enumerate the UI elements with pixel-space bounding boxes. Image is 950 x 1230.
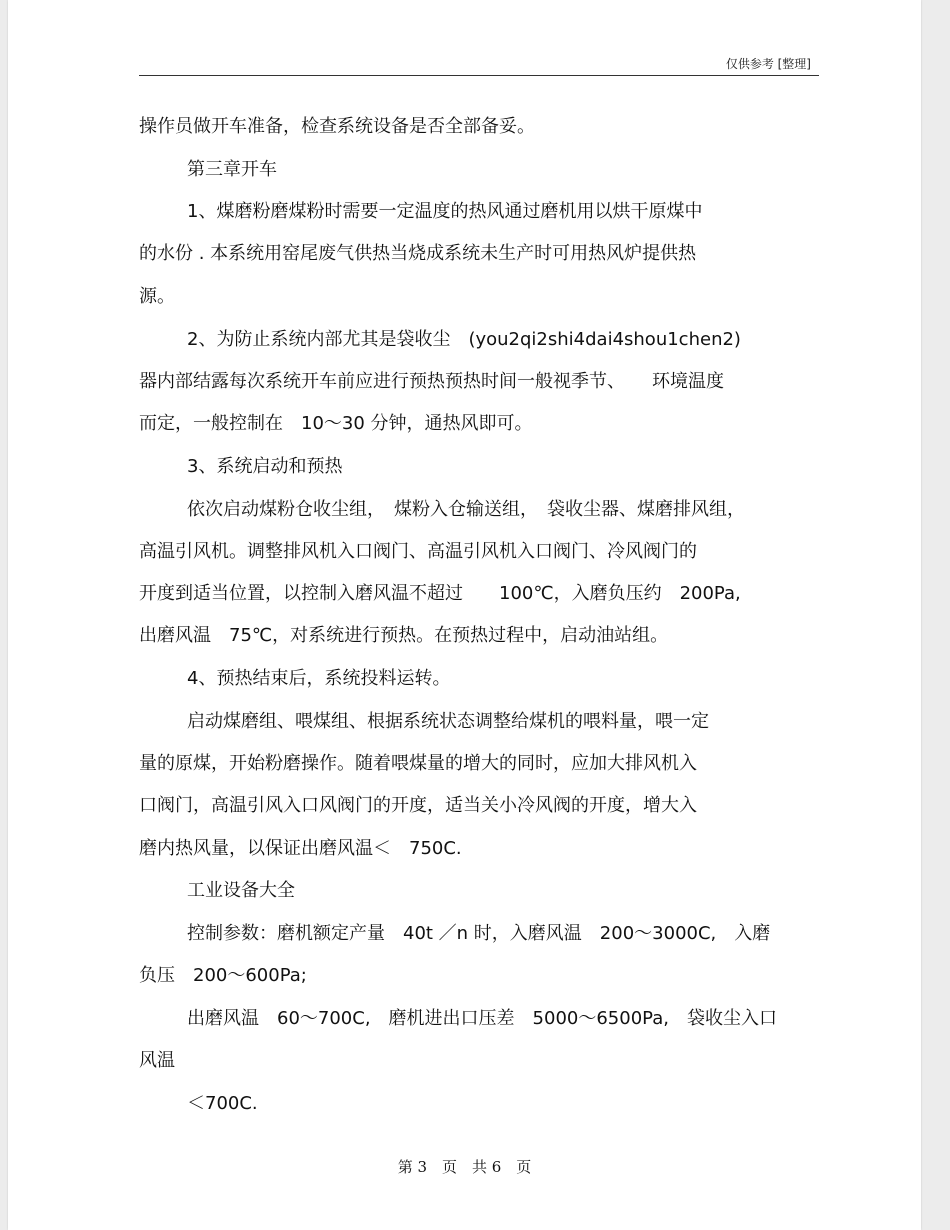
body-line: 启动煤磨组、喂煤组、根据系统状态调整给煤机的喂料量，喂一定 [187, 711, 709, 732]
body-line: 4、预热结束后，系统投料运转。 [187, 668, 451, 689]
body-line: 磨内热风量，以保证出磨风温＜ 750C. [139, 838, 462, 859]
body-line: 工业设备大全 [187, 880, 295, 901]
body-line: 高温引风机。调整排风机入口阀门、高温引风机入口阀门、冷风阀门的 [139, 541, 697, 562]
header-note: 仅供参考 [整理] [725, 57, 811, 71]
body-line: 第三章开车 [187, 159, 277, 180]
body-line: 2、为防止系统内部尤其是袋收尘 (you2qi2shi4dai4shou1chen2) [187, 329, 741, 350]
body-line: 量的原煤，开始粉磨操作。随着喂煤量的增大的同时，应加大排风机入 [139, 753, 697, 774]
body-line: ＜700C. [187, 1093, 258, 1114]
body-line: 出磨风温 75℃，对系统进行预热。在预热过程中，启动油站组。 [139, 625, 669, 646]
body-line: 而定，一般控制在 10～30 分钟，通热风即可。 [139, 413, 533, 434]
body-line: 3、系统启动和预热 [187, 456, 343, 477]
body-line: 的水份 . 本系统用窑尾废气供热当烧成系统未生产时可用热风炉提供热 [139, 243, 697, 264]
body-line: 出磨风温 60～700C, 磨机进出口压差 5000～6500Pa, 袋收尘入口 [187, 1008, 777, 1029]
body-line: 1、煤磨粉磨煤粉时需要一定温度的热风通过磨机用以烘干原煤中 [187, 201, 703, 222]
document-page [8, 0, 921, 1230]
body-line: 负压 200～600Pa; [139, 965, 307, 986]
page-number: 第 3 页 共 6 页 [397, 1158, 532, 1176]
body-line: 操作员做开车准备，检查系统设备是否全部备妥。 [139, 116, 535, 137]
body-line: 开度到适当位置，以控制入磨风温不超过 100℃，入磨负压约 200Pa, [139, 583, 741, 604]
body-line: 口阀门，高温引风入口风阀门的开度，适当关小冷风阀的开度，增大入 [139, 795, 697, 816]
body-line: 器内部结露每次系统开车前应进行预热预热时间一般视季节、 环境温度 [139, 371, 724, 392]
body-line: 源。 [139, 286, 175, 307]
body-line: 风温 [139, 1050, 175, 1071]
body-line: 依次启动煤粉仓收尘组， 煤粉入仓输送组， 袋收尘器、煤磨排风组， [187, 499, 745, 520]
header-divider [139, 75, 819, 76]
body-line: 控制参数：磨机额定产量 40t ／n 时，入磨风温 200～3000C, 入磨 [187, 923, 771, 944]
